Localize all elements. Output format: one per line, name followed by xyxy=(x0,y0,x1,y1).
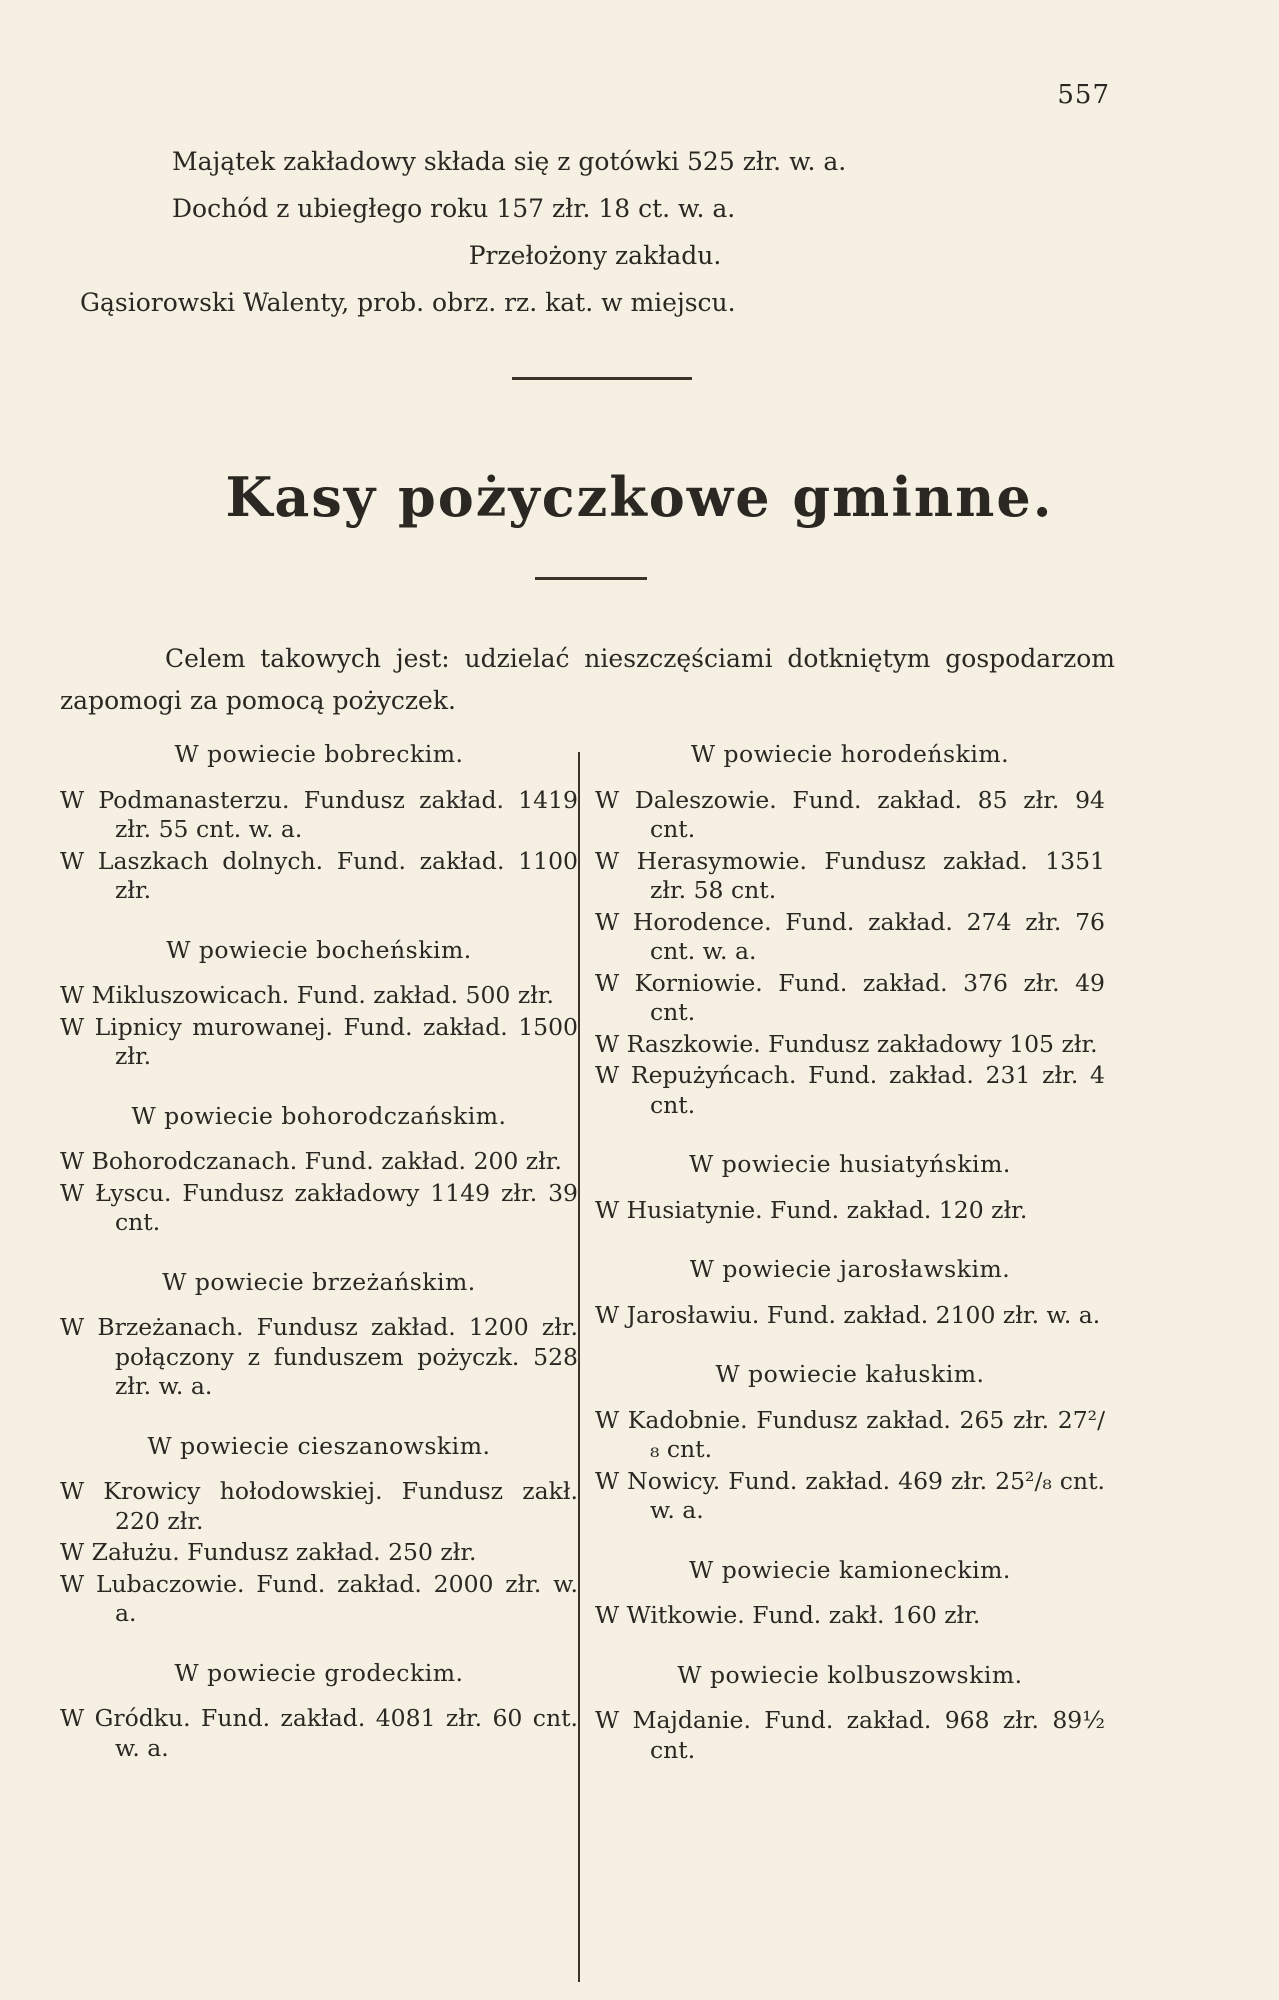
district-group xyxy=(60,740,578,906)
fund-entry: W Gródku. Fund. zakład. 4081 złr. 60 cnt. w. a. xyxy=(60,1704,578,1762)
district-heading: W powiecie brzeżańskim. xyxy=(162,1267,476,1296)
fund-entry: W Repużyńcach. Fund. zakład. 231 złr. 4 cnt. xyxy=(595,1061,1105,1119)
intro-block xyxy=(80,138,1110,326)
ornament-rule xyxy=(535,577,647,580)
fund-entry: W Podmanasterzu. Fundusz zakład. 1419 złr. 55 cnt. w. a. xyxy=(60,785,578,843)
separator-rule xyxy=(512,377,692,380)
fund-entry: W Herasymowie. Fundusz zakład. 1351 złr. 58 cnt. xyxy=(595,846,1105,904)
right-column xyxy=(595,740,1105,1795)
district-heading: W powiecie kolbuszowskim. xyxy=(677,1660,1023,1689)
fund-entry: W Mikluszowicach. Fund. zakład. 500 złr. xyxy=(60,981,554,1009)
fund-entry: W Lipnicy murowanej. Fund. zakład. 1500 złr. xyxy=(60,1012,578,1070)
fund-entry: W Daleszowie. Fund. zakład. 85 złr. 94 cnt. xyxy=(595,785,1105,843)
district-heading: W powiecie grodeckim. xyxy=(174,1658,464,1687)
district-group xyxy=(60,936,578,1072)
fund-entry: W Horodence. Fund. zakład. 274 złr. 76 cnt. w. a. xyxy=(595,907,1105,965)
district-group xyxy=(60,1102,578,1238)
district-heading: W powiecie bobreckim. xyxy=(174,740,464,768)
column-divider xyxy=(578,752,580,1982)
fund-entry: W Jarosławiu. Fund. zakład. 2100 złr. w. a. xyxy=(595,1300,1101,1329)
fund-entry: W Witkowie. Fund. zakł. 160 złr. xyxy=(595,1601,981,1629)
section-title: Kasy pożyczkowe gminne. xyxy=(225,465,1054,529)
district-group xyxy=(595,1661,1105,1766)
fund-entry: W Kadobnie. Fundusz zakład. 265 złr. 27²/₈ cnt. xyxy=(595,1405,1105,1463)
district-group xyxy=(595,1255,1105,1330)
district-group xyxy=(595,1360,1105,1526)
district-heading: W powiecie horodeńskim. xyxy=(690,740,1010,768)
fund-entry: W Korniowie. Fund. zakład. 376 złr. 49 cnt. xyxy=(595,968,1105,1026)
district-group xyxy=(60,1659,578,1764)
page-number: 557 xyxy=(1057,80,1110,110)
fund-entry: W Husiatynie. Fund. zakład. 120 złr. xyxy=(595,1195,1028,1224)
intro-line-superior-name: Gąsiorowski Walenty, prob. obrz. rz. kat. w miejscu. xyxy=(80,288,736,317)
fund-entry: W Krowicy hołodowskiej. Fundusz zakł. 220 złr. xyxy=(60,1477,578,1535)
fund-entry: W Lubaczowie. Fund. zakład. 2000 złr. w. a. xyxy=(60,1569,578,1627)
district-group xyxy=(595,740,1105,1120)
district-heading: W powiecie bocheńskim. xyxy=(166,935,472,964)
left-column xyxy=(60,740,578,1793)
fund-entry: W Laszkach dolnych. Fund. zakład. 1100 złr. xyxy=(60,846,578,904)
fund-entry: W Brzeżanach. Fundusz zakład. 1200 złr. połączony z funduszem pożyczk. 528 złr. w. a. xyxy=(60,1313,578,1400)
district-heading: W powiecie kałuskim. xyxy=(715,1360,985,1388)
fund-entry: W Nowicy. Fund. zakład. 469 złr. 25²/₈ cnt. w. a. xyxy=(595,1466,1105,1524)
district-heading: W powiecie cieszanowskim. xyxy=(147,1431,491,1460)
fund-entry: W Łyscu. Fundusz zakładowy 1149 złr. 39 cnt. xyxy=(60,1178,578,1236)
district-group xyxy=(60,1268,578,1402)
intro-line-superior-heading: Przełożony zakładu. xyxy=(468,241,722,270)
fund-entry: W Raszkowie. Fundusz zakładowy 105 złr. xyxy=(595,1029,1098,1058)
intro-line-income: Dochód z ubiegłego roku 157 złr. 18 ct. w. a. xyxy=(172,194,736,223)
fund-entry: W Załużu. Fundusz zakład. 250 złr. xyxy=(60,1538,477,1566)
fund-entry: W Bohorodczanach. Fund. zakład. 200 złr. xyxy=(60,1147,562,1175)
purpose-paragraph: Celem takowych jest: udzielać nieszczęściami dotkniętym gospodarzom zapomogi za pomocą pożyczek. xyxy=(60,644,1115,715)
fund-entry: W Majdanie. Fund. zakład. 968 złr. 89½ cnt. xyxy=(595,1706,1105,1764)
district-heading: W powiecie husiatyńskim. xyxy=(689,1150,1011,1178)
district-group xyxy=(595,1150,1105,1225)
district-group xyxy=(60,1432,578,1629)
district-group xyxy=(595,1556,1105,1631)
district-heading: W powiecie bohorodczańskim. xyxy=(131,1101,507,1130)
district-heading: W powiecie jarosławskim. xyxy=(689,1255,1011,1283)
district-heading: W powiecie kamioneckim. xyxy=(689,1555,1011,1584)
intro-line-assets: Majątek zakładowy składa się z gotówki 525 złr. w. a. xyxy=(172,147,847,176)
